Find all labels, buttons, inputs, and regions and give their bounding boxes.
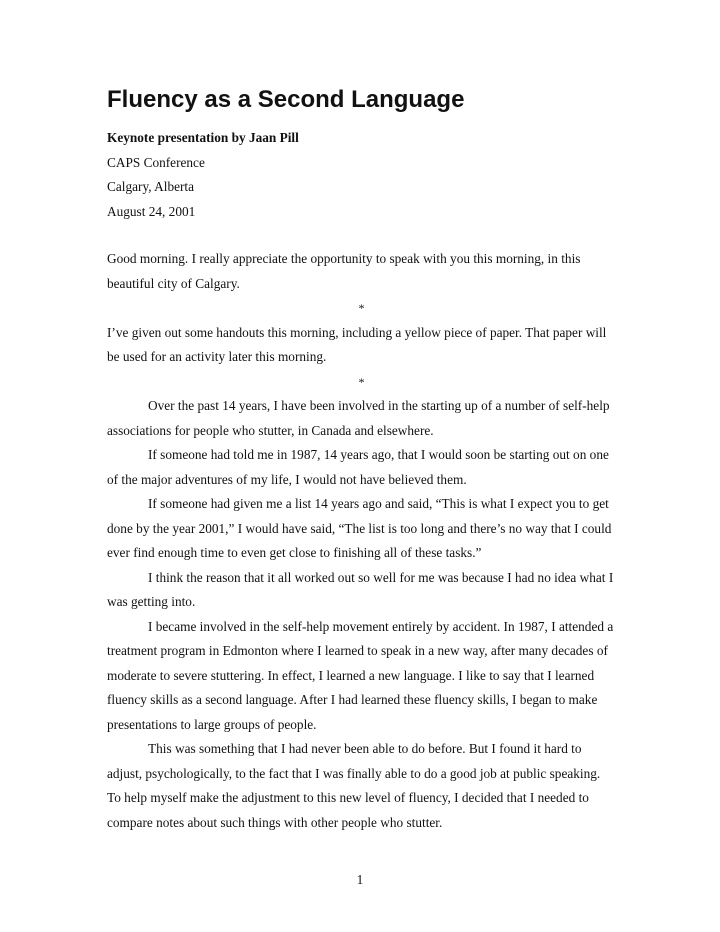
paragraph: This was something that I had never been able to do before. But I found it hard to adjust, psychologically, to the fact that I was finally able to do a good job at public speaking. To help myself make the adjustment to this new level of fluency, I decided that I needed to compare notes about such things with other people who stutter. (107, 741, 601, 830)
paragraph: I’ve given out some handouts this morning, including a yellow piece of paper. That paper will be used for an activity later this morning. (107, 324, 607, 364)
conference-date: August 24, 2001 (107, 203, 196, 219)
conference-location: Calgary, Alberta (107, 179, 195, 194)
document-meta (107, 126, 299, 224)
page-number: 1 (356, 872, 364, 887)
conference-name: CAPS Conference (107, 154, 205, 170)
paragraph: Over the past 14 years, I have been involved in the starting up of a number of self-help associations for people who stutter, in Canada and elsewhere. (107, 398, 610, 438)
subtitle: Keynote presentation by Jaan Pill (107, 130, 299, 145)
document-title: Fluency as a Second Language (107, 86, 465, 113)
paragraph: Good morning. I really appreciate the opportunity to speak with you this morning, in this beautiful city of Calgary. (107, 251, 581, 291)
section-separator: * (358, 374, 365, 389)
paragraph: I think the reason that it all worked out so well for me was because I had no idea what I was getting into. (107, 569, 614, 609)
paragraph: If someone had given me a list 14 years ago and said, “This is what I expect you to get done by the year 2001,” I would have said, “The list is too long and there’s no way that I could ever find enough time to even get close to finishing all of these tasks.” (107, 496, 612, 560)
document-body (107, 247, 615, 835)
paragraph: I became involved in the self-help movement entirely by accident. In 1987, I attended a treatment program in Edmonton where I learned to speak in a new way, after many decades of moderate to severe stuttering. In effect, I learned a new language. I like to say that I learned fluency skills as a second language. After I had learned these fluency skills, I began to make presentations to large groups of people. (107, 618, 614, 732)
paragraph: If someone had told me in 1987, 14 years ago, that I would soon be starting out on one of the major adventures of my life, I would not have believed them. (107, 447, 609, 487)
section-separator: * (358, 301, 365, 315)
